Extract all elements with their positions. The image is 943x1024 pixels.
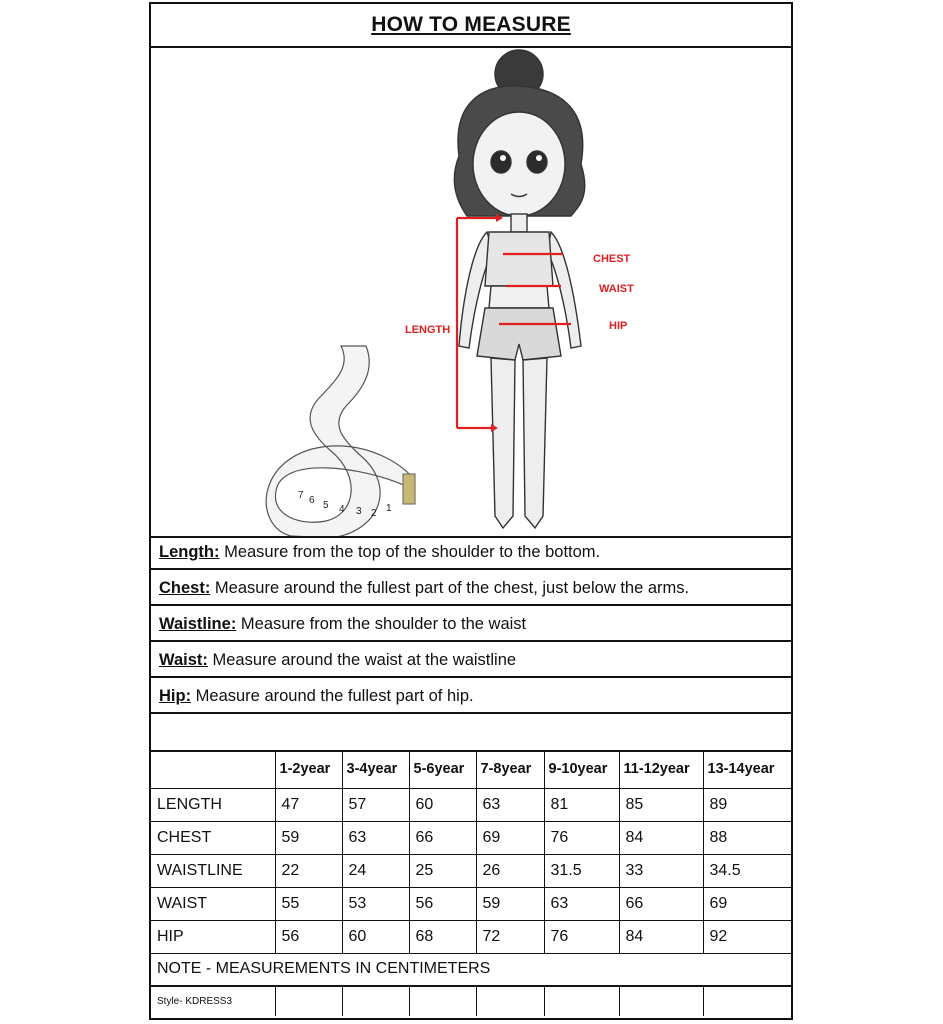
length-label: LENGTH (405, 324, 451, 336)
table-cell: 26 (476, 854, 544, 887)
row-label: HIP (151, 920, 275, 953)
table-cell: 84 (619, 920, 703, 953)
definition-text: Measure around the waist at the waistline (207, 650, 517, 669)
definition-waistline (151, 608, 791, 642)
table-cell: 56 (275, 920, 342, 953)
definition-waist (151, 644, 791, 678)
row-label: CHEST (151, 821, 275, 854)
table-cell: 34.5 (703, 854, 791, 887)
definition-term: Chest: (159, 578, 211, 597)
table-cell: 59 (275, 821, 342, 854)
svg-text:5: 5 (323, 500, 329, 511)
style-row (151, 986, 791, 1016)
definition-text: Measure around the fullest part of the chest, just below the arms. (210, 578, 690, 597)
table-cell: 72 (476, 920, 544, 953)
definition-term: Waistline: (159, 614, 237, 633)
definition-hip (151, 680, 791, 714)
page-title: HOW TO MEASURE (371, 13, 571, 36)
table-header-cell: 7-8year (476, 750, 544, 788)
measurement-note: NOTE - MEASUREMENTS IN CENTIMETERS (151, 953, 791, 986)
table-header-cell: 11-12year (619, 750, 703, 788)
table-cell: 56 (409, 887, 476, 920)
waist-label: WAIST (599, 283, 634, 295)
definition-length (151, 536, 791, 570)
table-cell: 76 (544, 821, 619, 854)
empty-cell (275, 986, 342, 1016)
table-cell: 84 (619, 821, 703, 854)
svg-text:4: 4 (339, 504, 345, 515)
svg-text:3: 3 (356, 506, 362, 517)
definition-term: Length: (159, 542, 220, 561)
table-cell: 24 (342, 854, 409, 887)
table-cell: 69 (703, 887, 791, 920)
table-cell: 57 (342, 788, 409, 821)
table-cell: 81 (544, 788, 619, 821)
table-cell: 69 (476, 821, 544, 854)
table-cell: 47 (275, 788, 342, 821)
definition-text: Measure from the shoulder to the waist (236, 614, 527, 633)
table-cell: 60 (409, 788, 476, 821)
empty-cell (703, 986, 791, 1016)
table-row (151, 821, 791, 854)
svg-text:6: 6 (309, 495, 315, 506)
size-table (151, 750, 791, 1016)
table-header-cell: 3-4year (342, 750, 409, 788)
style-code: Style- KDRESS3 (151, 986, 275, 1016)
empty-cell (476, 986, 544, 1016)
title-row (151, 4, 791, 48)
table-cell: 63 (544, 887, 619, 920)
empty-cell (619, 986, 703, 1016)
illustration-svg (151, 46, 791, 536)
spacer-row (151, 715, 791, 752)
table-cell: 22 (275, 854, 342, 887)
definition-term: Waist: (159, 650, 208, 669)
table-row (151, 854, 791, 887)
hip-label: HIP (609, 320, 628, 332)
table-row (151, 920, 791, 953)
definition-text: Measure around the fullest part of hip. (191, 686, 474, 705)
row-label: WAISTLINE (151, 854, 275, 887)
empty-cell (409, 986, 476, 1016)
table-header-cell: 5-6year (409, 750, 476, 788)
definition-chest (151, 572, 791, 606)
table-cell: 63 (476, 788, 544, 821)
note-row (151, 953, 791, 986)
table-header-cell: 1-2year (275, 750, 342, 788)
measure-illustration (151, 46, 791, 538)
row-label: LENGTH (151, 788, 275, 821)
table-row (151, 788, 791, 821)
table-cell: 68 (409, 920, 476, 953)
table-cell: 92 (703, 920, 791, 953)
empty-cell (342, 986, 409, 1016)
table-cell: 63 (342, 821, 409, 854)
table-header-cell: 13-14year (703, 750, 791, 788)
svg-text:7: 7 (298, 490, 304, 501)
definition-text: Measure from the top of the shoulder to the bottom. (219, 542, 601, 561)
definition-term: Hip: (159, 686, 192, 705)
table-header-cell (151, 750, 275, 788)
table-cell: 66 (619, 887, 703, 920)
child-figure-icon (454, 50, 584, 528)
row-label: WAIST (151, 887, 275, 920)
table-header-row (151, 750, 791, 788)
table-cell: 25 (409, 854, 476, 887)
size-chart-sheet (149, 2, 793, 1020)
chest-label: CHEST (593, 253, 631, 265)
table-cell: 33 (619, 854, 703, 887)
table-cell: 60 (342, 920, 409, 953)
table-row (151, 887, 791, 920)
svg-text:1: 1 (386, 503, 392, 514)
table-cell: 76 (544, 920, 619, 953)
table-cell: 66 (409, 821, 476, 854)
table-cell: 85 (619, 788, 703, 821)
table-cell: 59 (476, 887, 544, 920)
table-cell: 55 (275, 887, 342, 920)
table-header-cell: 9-10year (544, 750, 619, 788)
table-cell: 88 (703, 821, 791, 854)
table-cell: 31.5 (544, 854, 619, 887)
table-cell: 53 (342, 887, 409, 920)
empty-cell (544, 986, 619, 1016)
table-cell: 89 (703, 788, 791, 821)
svg-text:2: 2 (371, 508, 377, 519)
